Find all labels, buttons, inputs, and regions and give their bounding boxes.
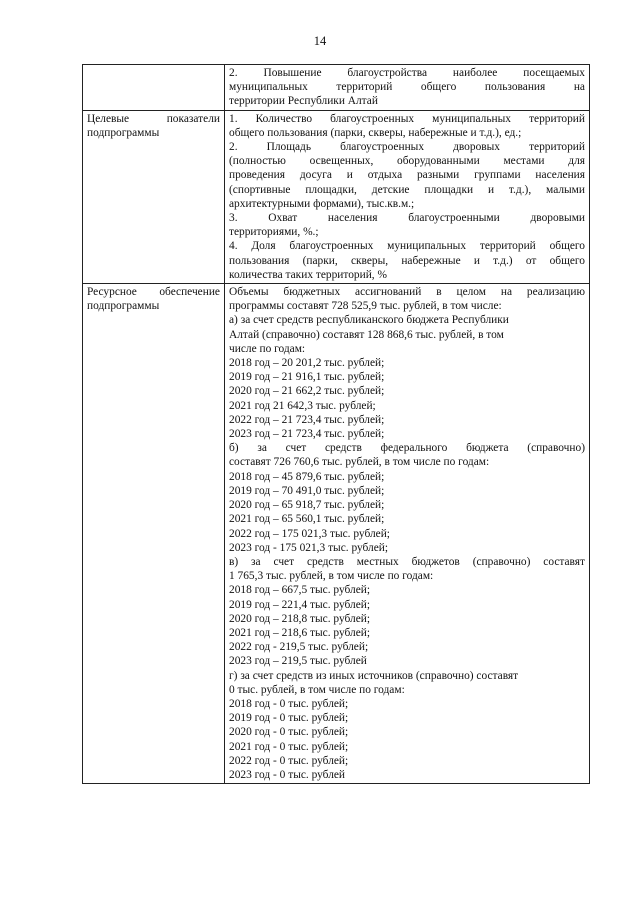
content-line: 2018 год – 667,5 тыс. рублей; xyxy=(229,584,371,597)
content-line: 2022 год - 0 тыс. рублей; xyxy=(229,754,349,767)
content-line: 1 765,3 тыс. рублей, в том числе по годам: xyxy=(229,570,434,583)
row-label-line: подпрограммы xyxy=(87,300,160,313)
row-label-line: Ресурсное обеспечение xyxy=(87,286,220,299)
content-line: (полностью освещенных, оборудованными местами для xyxy=(229,155,585,168)
row-content-cell xyxy=(225,65,590,111)
page-number: 14 xyxy=(313,34,327,48)
content-line: 2023 год - 0 тыс. рублей xyxy=(229,768,346,781)
content-line: 2022 год - 219,5 тыс. рублей; xyxy=(229,641,369,654)
content-line: числе по годам: xyxy=(229,342,306,355)
content-line: 2020 год – 65 918,7 тыс. рублей; xyxy=(229,499,385,512)
content-line: составят 726 760,6 тыс. рублей, в том числе по годам: xyxy=(229,456,490,469)
content-line: 2. Площадь благоустроенных дворовых территорий xyxy=(229,141,585,154)
content-line: архитектурными формами), тыс.кв.м.; xyxy=(229,197,415,210)
content-line: 2019 год - 0 тыс. рублей; xyxy=(229,712,349,725)
content-line: 4. Доля благоустроенных муниципальных территорий общего xyxy=(229,240,585,253)
content-line: 2020 год – 21 662,2 тыс. рублей; xyxy=(229,385,385,398)
content-line: в) за счет средств местных бюджетов (справочно) составят xyxy=(229,555,585,568)
content-line: 2023 год - 175 021,3 тыс. рублей; xyxy=(229,541,389,554)
content-line: (спортивные площадки, детские площадки и т.д.), малыми xyxy=(229,183,585,196)
content-line: 0 тыс. рублей, в том числе по годам: xyxy=(229,683,405,696)
content-line: проведения досуга и отдыха разными группами населения xyxy=(229,169,585,182)
content-line: 2018 год – 20 201,2 тыс. рублей; xyxy=(229,357,385,370)
subprogram-passport-table xyxy=(82,64,590,784)
content-line: 2022 год – 21 723,4 тыс. рублей; xyxy=(229,413,385,426)
content-line: территории Республики Алтай xyxy=(229,95,378,108)
content-line: 2018 год – 45 879,6 тыс. рублей; xyxy=(229,470,385,483)
content-line: 2022 год – 175 021,3 тыс. рублей; xyxy=(229,527,390,540)
table-body xyxy=(83,65,590,784)
content-line: 2021 год – 218,6 тыс. рублей; xyxy=(229,626,371,639)
content-line: 2023 год – 219,5 тыс. рублей xyxy=(229,655,367,668)
content-line: 1. Количество благоустроенных муниципальных территорий xyxy=(229,112,585,125)
content-line: 3. Охват населения благоустроенными дворовыми xyxy=(229,212,585,225)
content-line: 2. Повышение благоустройства наиболее посещаемых xyxy=(229,67,585,79)
row-label-line: Целевые показатели xyxy=(87,112,220,125)
row-label-line: подпрограммы xyxy=(87,126,160,139)
content-line: 2019 год – 21 916,1 тыс. рублей; xyxy=(229,371,385,384)
row-content-cell xyxy=(225,110,590,283)
content-line: Алтай (справочно) составят 128 868,6 тыс. рублей, в том xyxy=(229,328,504,341)
content-line: общего пользования (парки, скверы, набережные и т.д.), ед.; xyxy=(229,126,522,139)
content-line: б) за счет средств федерального бюджета (справочно) xyxy=(229,442,585,455)
content-line: 2021 год – 65 560,1 тыс. рублей; xyxy=(229,513,385,526)
row-label-cell xyxy=(83,110,225,283)
content-line: пользования (парки, скверы, набережные и т.д.) от общего xyxy=(229,254,585,267)
content-line: 2018 год - 0 тыс. рублей; xyxy=(229,697,349,710)
content-line: муниципальных территорий общего пользования на xyxy=(229,81,585,94)
content-line: 2019 год – 221,4 тыс. рублей; xyxy=(229,598,371,611)
content-line: территориями, %.; xyxy=(229,226,319,239)
row-content-cell xyxy=(225,284,590,784)
table-row xyxy=(83,284,590,784)
table-row xyxy=(83,65,590,111)
row-label-cell xyxy=(83,284,225,784)
content-line: 2020 год - 0 тыс. рублей; xyxy=(229,726,349,739)
row-label-cell xyxy=(83,65,225,111)
content-line: количества таких территорий, % xyxy=(229,268,387,281)
content-line: 2020 год – 218,8 тыс. рублей; xyxy=(229,612,371,625)
content-line: 2023 год – 21 723,4 тыс. рублей; xyxy=(229,428,385,441)
content-line: г) за счет средств из иных источников (справочно) составят xyxy=(229,669,519,682)
table-row xyxy=(83,110,590,283)
content-line: Объемы бюджетных ассигнований в целом на реализацию xyxy=(229,286,585,299)
content-line: 2019 год – 70 491,0 тыс. рублей; xyxy=(229,484,385,497)
content-line: а) за счет средств республиканского бюджета Республики xyxy=(229,314,509,327)
content-line: 2021 год 21 642,3 тыс. рублей; xyxy=(229,399,376,412)
content-line: 2021 год - 0 тыс. рублей; xyxy=(229,740,349,753)
content-line: программы составят 728 525,9 тыс. рублей, в том числе: xyxy=(229,300,502,313)
